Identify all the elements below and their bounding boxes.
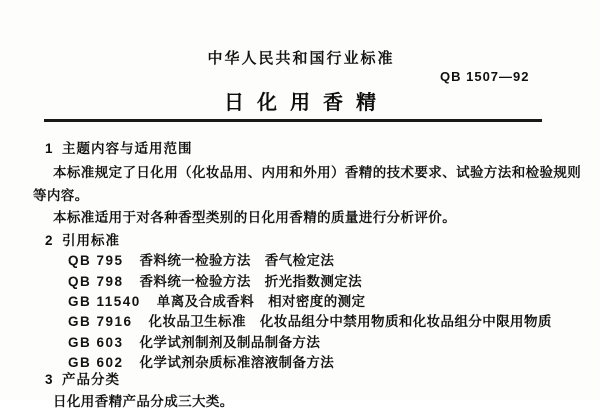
reference-name: 香料统一检验方法 [139, 274, 251, 289]
reference-code: GB 602 [68, 355, 124, 370]
reference-method: 折光指数测定法 [264, 274, 363, 289]
section-3-title: 产品分类 [62, 372, 120, 387]
reference-row [68, 290, 365, 310]
reference-method: 化妆品组分中禁用物质和化妆品组分中限用物质 [259, 314, 552, 329]
section-1-paragraph-1-line-1: 本标准规定了日化用（化妆品用、内用和外用）香精的技术要求、试验方法和检验规则 [53, 165, 582, 180]
reference-code: QB 798 [68, 274, 124, 289]
section-1-number: 1 [45, 141, 54, 156]
reference-code: QB 795 [68, 253, 124, 268]
reference-method: 香气检定法 [264, 253, 335, 268]
section-1-heading [45, 137, 193, 157]
section-2-heading [45, 229, 120, 249]
section-1-title: 主题内容与适用范围 [62, 141, 193, 156]
reference-method: 相对密度的测定 [268, 294, 366, 309]
section-3-heading [45, 368, 120, 388]
reference-row [68, 249, 334, 269]
reference-code: GB 603 [68, 335, 124, 350]
reference-name: 香料统一检验方法 [139, 253, 251, 268]
reference-code: GB 11540 [68, 294, 141, 309]
reference-row [68, 331, 334, 351]
standard-number: QB 1507—92 [440, 69, 530, 84]
reference-row [68, 270, 362, 290]
section-3-number: 3 [45, 372, 54, 387]
section-1-paragraph-2: 本标准适用于对各种香型类别的日化用香精的质量进行分析评价。 [53, 210, 457, 225]
reference-name: 单离及合成香料 [156, 294, 255, 309]
document-title: 日化用香精 [224, 92, 389, 114]
reference-code: GB 7916 [68, 314, 133, 329]
reference-row [68, 310, 552, 330]
section-3-paragraph-1: 日化用香精产品分成三大类。 [53, 394, 234, 409]
section-2-title: 引用标准 [62, 233, 120, 248]
reference-name: 化学试剂制剂及制品制备方法 [139, 335, 321, 350]
section-2-number: 2 [45, 233, 54, 248]
section-1-paragraph-1-line-2: 等内容。 [33, 188, 89, 203]
standard-org-line: 中华人民共和国行业标准 [207, 50, 395, 67]
reference-name: 化学试剂杂质标准溶液制备方法 [139, 355, 335, 370]
header-rule [44, 119, 542, 122]
reference-name: 化妆品卫生标准 [148, 314, 246, 329]
